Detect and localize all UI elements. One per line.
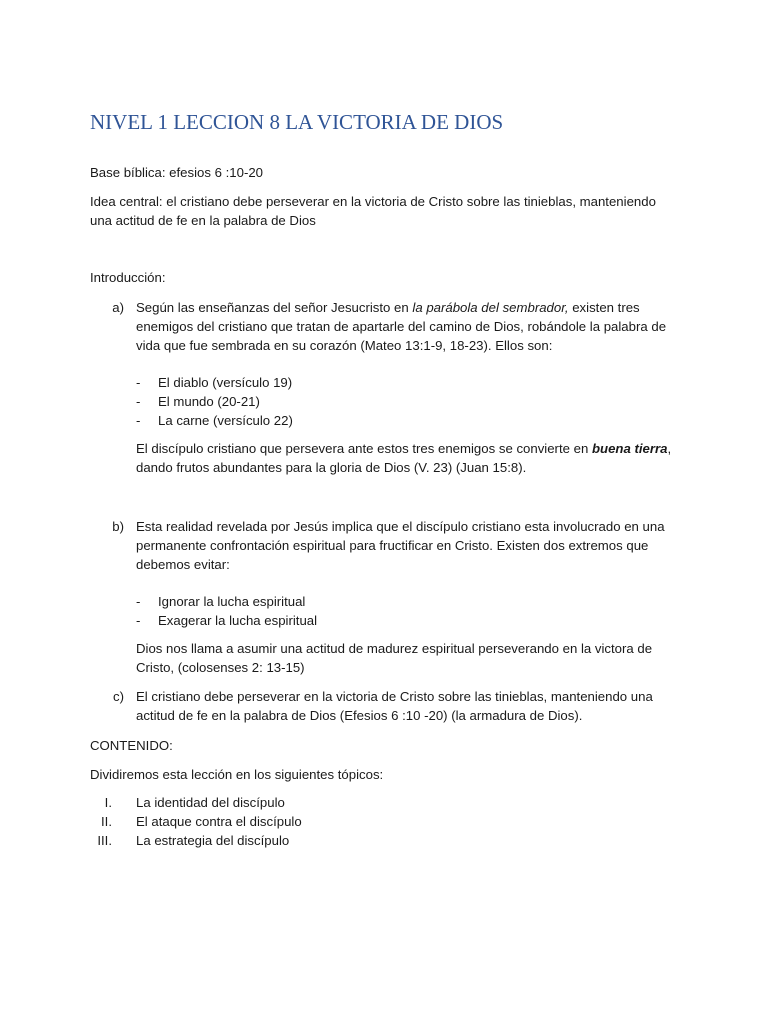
enemy-text: El diablo (versículo 19) — [158, 375, 293, 390]
introduccion-label: Introducción: — [90, 270, 166, 285]
topic-text: La identidad del discípulo — [136, 795, 285, 810]
item-a-text-before: Según las enseñanzas del señor Jesucristo en — [136, 300, 413, 315]
enemy-list-item — [136, 392, 680, 411]
dash-bullet: - — [136, 613, 141, 628]
extreme-text: Ignorar la lucha espiritual — [158, 594, 306, 609]
item-a-para-before: El discípulo cristiano que persevera ante estos tres enemigos se convierte en — [136, 441, 592, 456]
dash-bullet: - — [136, 394, 141, 409]
topic-text: El ataque contra el discípulo — [136, 814, 302, 829]
item-a-paragraph — [136, 439, 680, 477]
topic-item — [90, 831, 290, 850]
topic-number: II. — [101, 814, 112, 829]
enemy-list-item — [136, 411, 680, 430]
topic-item — [90, 793, 285, 812]
list-marker-a: a) — [112, 300, 124, 315]
idea-central: Idea central: el cristiano debe perseverar en la victoria de Cristo sobre las tinieblas, manteniendo una actitud de fe en la palabra de Dios — [90, 194, 656, 228]
topic-text: La estrategia del discípulo — [136, 833, 290, 848]
extreme-list-item — [136, 611, 680, 630]
item-a-para-after: , dando frutos abundantes para la gloria de Dios (V. 23) (Juan 15:8). — [136, 441, 672, 475]
item-c-text: El cristiano debe perseverar en la victoria de Cristo sobre las tinieblas, manteniendo una actitud de fe en la palabra de Dios (Efesios 6 :10 -20) (la armadura de Dios). — [136, 689, 653, 723]
dash-bullet: - — [136, 375, 141, 390]
contenido-label: CONTENIDO: — [90, 738, 173, 753]
item-b-text: Esta realidad revelada por Jesús implica que el discípulo cristiano esta involucrado en una permanente confrontación espiritual para fructificar en Cristo. Existen dos extremos que debemos evitar: — [136, 519, 665, 572]
enemy-text: La carne (versículo 22) — [158, 413, 293, 428]
item-b-paragraph: Dios nos llama a asumir una actitud de madurez espiritual perseverando en la victora de Cristo, (colosenses 2: 13-15) — [136, 641, 653, 675]
list-marker-c: c) — [113, 689, 124, 704]
topic-item — [90, 812, 302, 831]
item-a-text — [136, 298, 680, 355]
contenido-intro: Dividiremos esta lección en los siguientes tópicos: — [90, 767, 384, 782]
topic-number: III. — [97, 833, 112, 848]
item-a-italic: la parábola del sembrador, — [412, 300, 569, 315]
enemy-text: El mundo (20-21) — [158, 394, 260, 409]
enemy-list-item — [136, 373, 680, 392]
dash-bullet: - — [136, 413, 141, 428]
dash-bullet: - — [136, 594, 141, 609]
list-marker-b: b) — [112, 519, 124, 534]
item-a-text-after: existen tres enemigos del cristiano que tratan de apartarle del camino de Dios, robándole la palabra de vida que fue sembrada en su corazón (Mateo 13:1-9, 18-23). Ellos son: — [136, 300, 667, 353]
extreme-list-item — [136, 592, 680, 611]
base-biblica: Base bíblica: efesios 6 :10-20 — [90, 165, 264, 180]
extreme-text: Exagerar la lucha espiritual — [158, 613, 318, 628]
document-title: NIVEL 1 LECCION 8 LA VICTORIA DE DIOS — [90, 110, 504, 134]
buena-tierra-emphasis: buena tierra — [591, 441, 668, 456]
topic-number: I. — [104, 795, 112, 810]
